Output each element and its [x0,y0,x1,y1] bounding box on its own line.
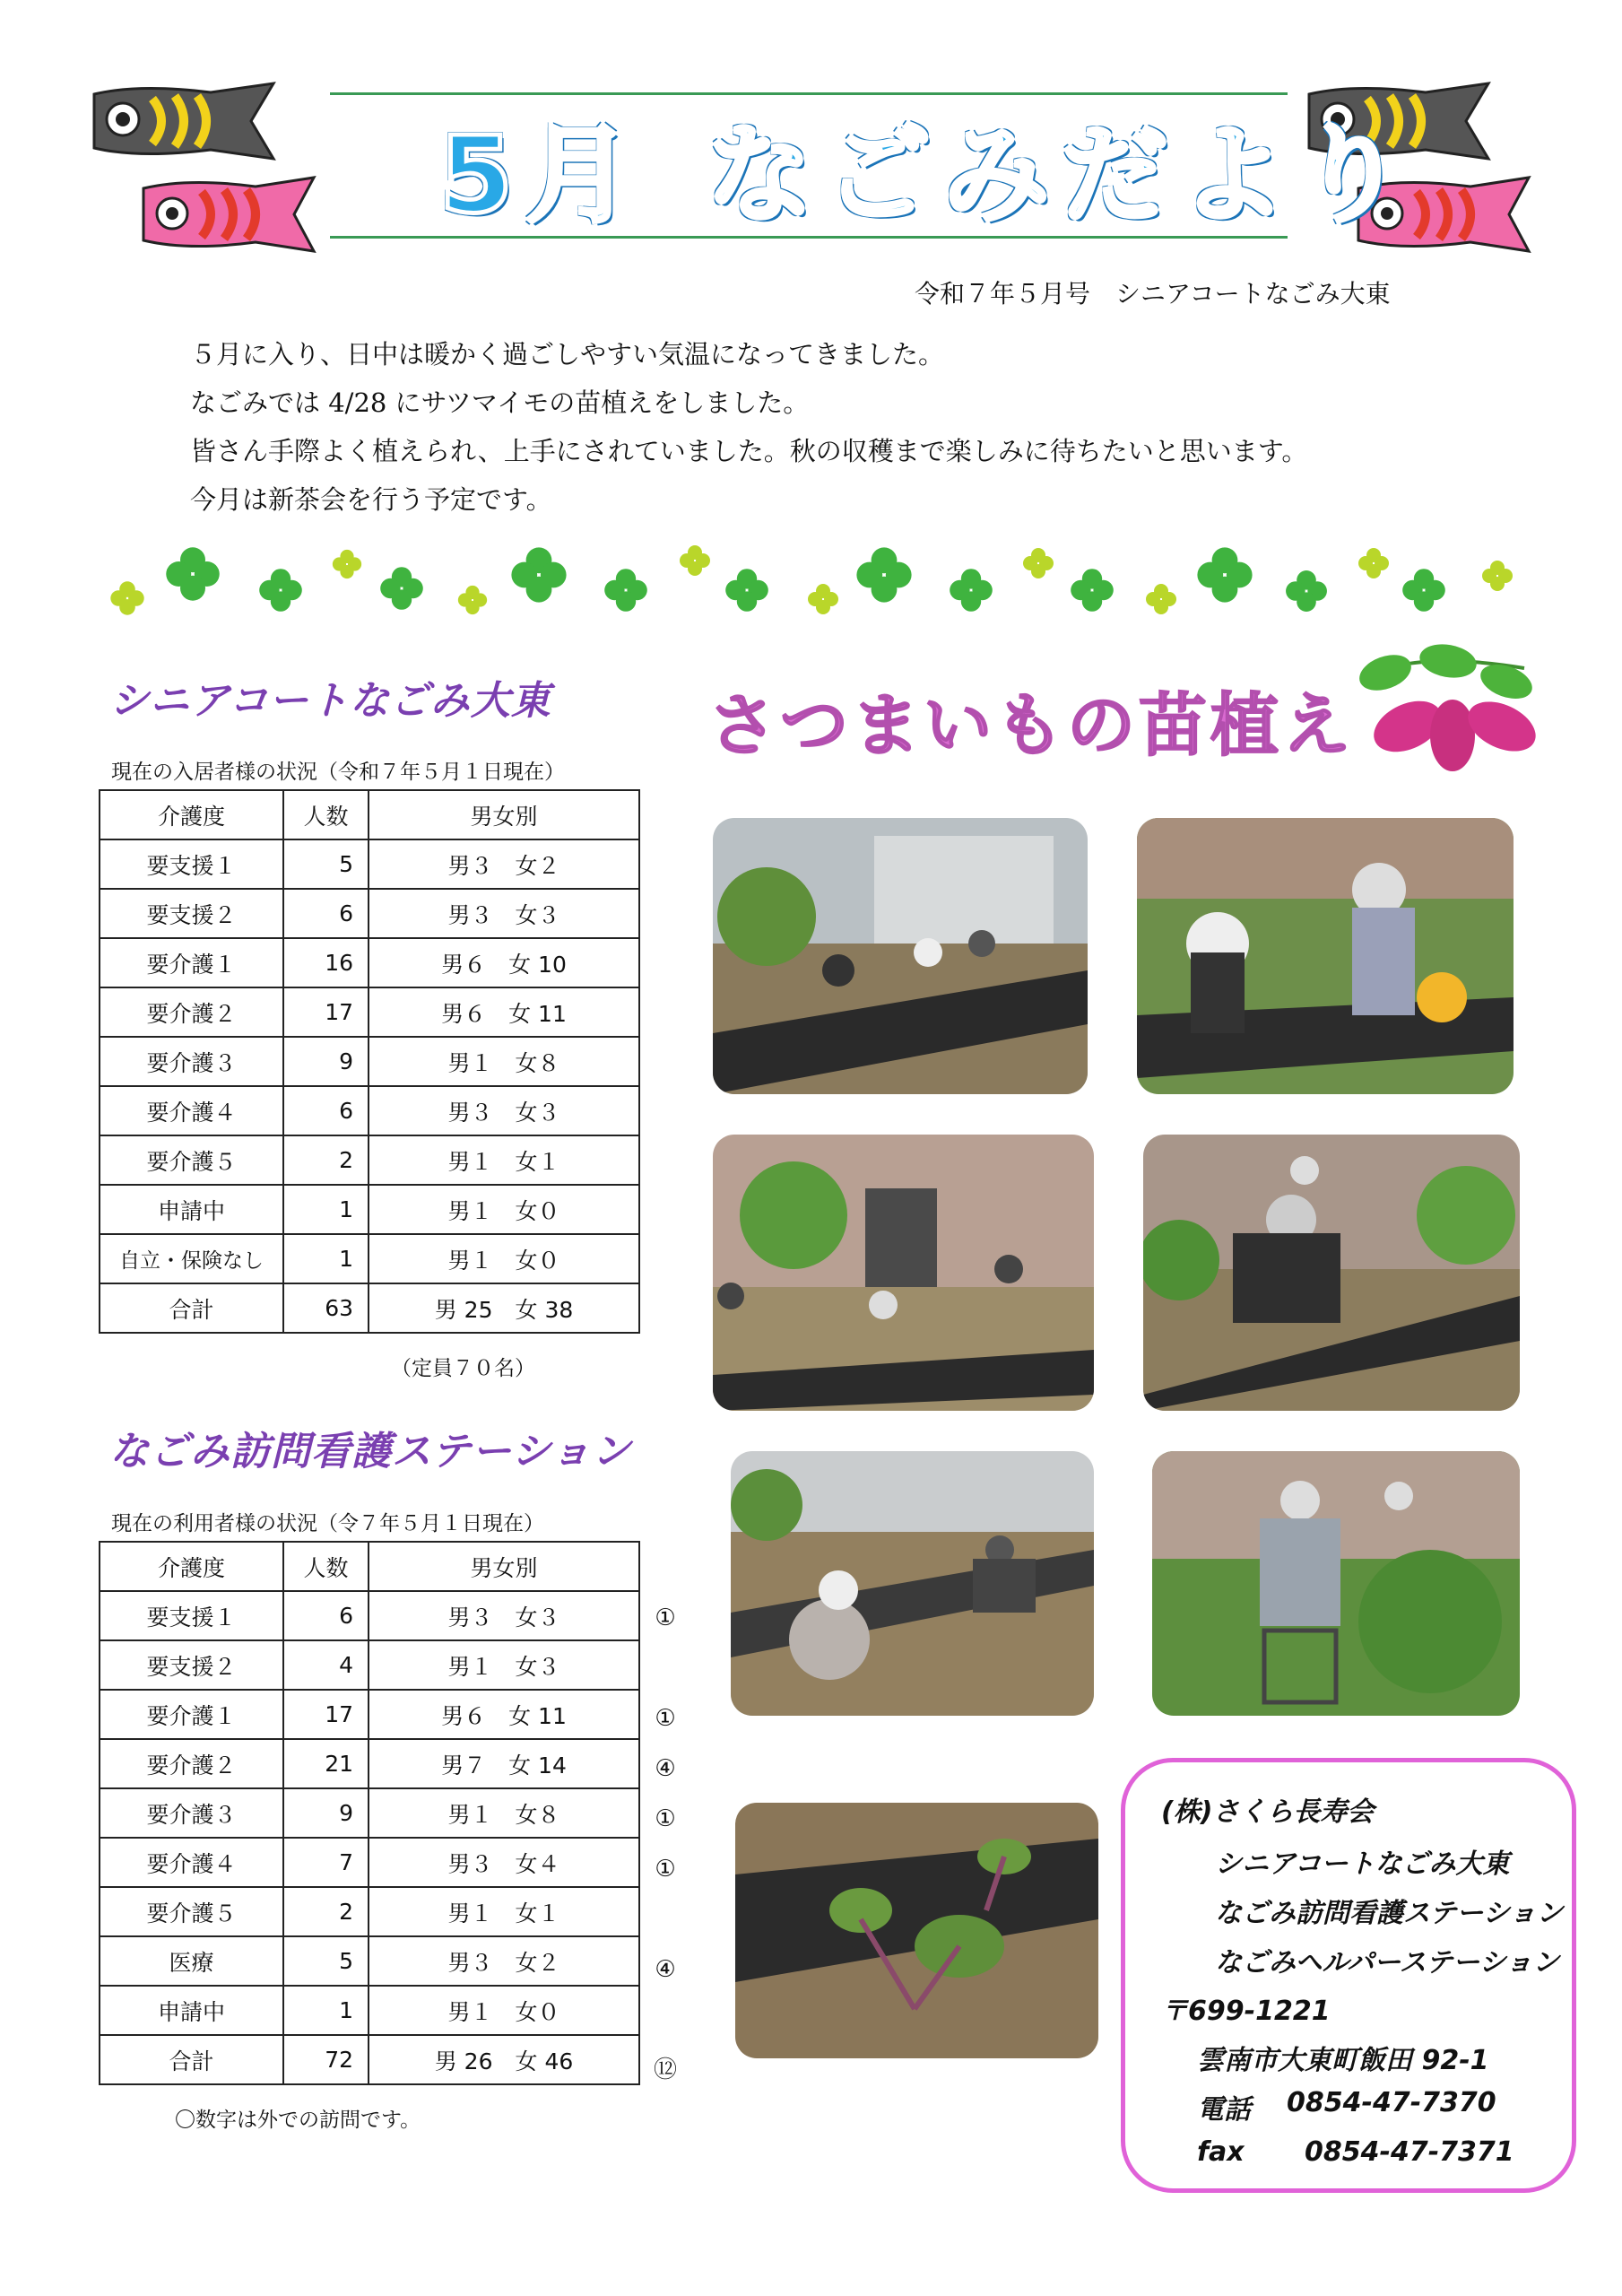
senior-court-heading: シニアコートなごみ大東 [109,678,551,724]
intro-line: 皆さん手際よく植えられ、上手にされていました。秋の収穫まで楽しみに待ちたいと思います。 [190,436,1308,466]
gender-cell: 男１ 女０ [369,1234,639,1283]
count-cell: 6 [283,1086,369,1135]
clover-icon [455,583,490,617]
seedling-photo [735,1803,1098,2058]
table-row [100,938,639,987]
header-cell: 人数 [283,790,369,839]
outside-visit-mark: ④ [655,1956,676,1983]
count-cell: 9 [283,1788,369,1838]
gender-cell: 男３ 女４ [369,1838,639,1887]
gender-cell: 男１ 女１ [369,1135,639,1185]
visit-nursing-caption: 現在の利用者様の状況（令７年５月１日現在） [111,1512,544,1535]
gender-cell: 男３ 女３ [369,889,639,938]
table-row [100,1037,639,1086]
care-level-cell: 要介護１ [100,1690,283,1739]
care-level-cell: 申請中 [100,1986,283,2035]
intro-line: 今月は新茶会を行う予定です。 [190,484,552,515]
count-cell: 21 [283,1739,369,1788]
table-row [100,1986,639,2035]
count-cell: 1 [283,1986,369,2035]
carp-streamer-icon [134,172,323,257]
outside-visit-mark [647,1894,683,1944]
table-header-row [100,1542,639,1591]
care-level-cell: 要介護２ [100,1739,283,1788]
table-total-row [100,1283,639,1333]
clover-icon [601,565,651,615]
planting-photo [713,1135,1094,1411]
senior-court-table [99,789,640,1334]
header-cell: 人数 [283,1542,369,1591]
outside-visit-mark: ⑫ [653,2057,677,2083]
outside-visit-mark [647,1643,683,1693]
count-cell: 5 [283,1936,369,1986]
clover-icon [161,543,224,605]
count-cell: 9 [283,1037,369,1086]
clover-icon [1193,543,1257,607]
planting-photo [1143,1135,1520,1411]
clover-icon [805,581,841,617]
table-row [100,1936,639,1986]
table-row [100,1887,639,1936]
contact-fax: 0854-47-7371 [1305,2136,1514,2168]
gender-cell: 男１ 女３ [369,1640,639,1690]
clover-icon [1479,558,1515,594]
care-level-cell: 要介護１ [100,938,283,987]
contact-tel: 0854-47-7370 [1287,2087,1496,2118]
table-row [100,1234,639,1283]
outside-visit-mark: ④ [655,1755,676,1782]
contact-tel-label: 電話 [1197,2094,1251,2126]
count-cell: 7 [283,1838,369,1887]
gender-cell: 男 25 女 38 [369,1283,639,1333]
care-level-cell: 自立・保険なし [100,1234,283,1283]
clover-icon [108,578,147,618]
table-row [100,1185,639,1234]
visit-nursing-table [99,1541,640,2085]
contact-box [1121,1758,1576,2193]
outside-visit-marks [647,1593,683,2095]
contact-postal: 〒699-1221 [1161,1996,1331,2027]
care-level-cell: 要介護３ [100,1037,283,1086]
care-level-cell: 合計 [100,1283,283,1333]
care-level-cell: 合計 [100,2035,283,2084]
header-cell: 介護度 [100,790,283,839]
count-cell: 5 [283,839,369,889]
feature-title: さつまいもの苗植え [708,685,1354,765]
table-row [100,1135,639,1185]
clover-icon [722,565,772,615]
count-cell: 72 [283,2035,369,2084]
issue-line: 令和７年５月号 シニアコートなごみ大東 [915,279,1391,309]
planting-photo [713,818,1088,1094]
clover-icon [946,565,996,615]
clover-icon [1399,565,1449,615]
care-level-cell: 要介護４ [100,1086,283,1135]
clover-icon [1282,567,1331,615]
gender-cell: 男３ 女２ [369,839,639,889]
gender-cell: 男１ 女８ [369,1037,639,1086]
header-cell: 男女別 [369,790,639,839]
count-cell: 1 [283,1185,369,1234]
count-cell: 16 [283,938,369,987]
gender-cell: 男６ 女 11 [369,987,639,1037]
care-level-cell: 要支援２ [100,1640,283,1690]
outside-visit-mark [647,1995,683,2045]
senior-court-caption: 現在の入居者様の状況（令和７年５月１日現在） [111,761,565,784]
gender-cell: 男１ 女８ [369,1788,639,1838]
visit-nursing-heading: なごみ訪問看護ステーション [109,1429,632,1474]
care-level-cell: 要介護４ [100,1838,283,1887]
gender-cell: 男 26 女 46 [369,2035,639,2084]
planting-photo [1137,818,1514,1094]
outside-visit-mark: ① [655,1605,676,1631]
gender-cell: 男３ 女３ [369,1086,639,1135]
table-row [100,889,639,938]
contact-address: 雲南市大東町飯田 92-1 [1197,2045,1489,2076]
clover-icon [377,563,427,613]
table-row [100,1086,639,1135]
count-cell: 17 [283,987,369,1037]
count-cell: 63 [283,1283,369,1333]
count-cell: 6 [283,889,369,938]
header-cell: 介護度 [100,1542,283,1591]
clover-icon [330,547,364,581]
count-cell: 6 [283,1591,369,1640]
table-row [100,1690,639,1739]
gender-cell: 男６ 女 10 [369,938,639,987]
intro-line: ５月に入り、日中は暖かく過ごしやすい気温になってきました。 [190,339,945,370]
care-level-cell: 要支援２ [100,889,283,938]
gender-cell: 男７ 女 14 [369,1739,639,1788]
contact-facility: シニアコートなごみ大東 [1215,1848,1510,1880]
care-level-cell: 要介護５ [100,1135,283,1185]
care-level-cell: 要介護２ [100,987,283,1037]
contact-fax-label: fax [1197,2136,1245,2168]
count-cell: 2 [283,1887,369,1936]
outside-visit-mark: ① [655,1856,676,1883]
contact-facility: なごみ訪問看護ステーション [1215,1898,1564,1929]
table-row [100,987,639,1037]
carp-streamer-icon [85,76,282,166]
planting-photo [731,1451,1094,1716]
table-row [100,839,639,889]
sweet-potato-icon [1345,641,1551,776]
table-total-row [100,2035,639,2084]
planting-photo [1152,1451,1520,1716]
outside-visit-mark: ① [655,1805,676,1832]
contact-facility: なごみヘルパーステーション [1215,1947,1559,1979]
care-level-cell: 要支援１ [100,839,283,889]
care-level-cell: 要支援１ [100,1591,283,1640]
table-row [100,1788,639,1838]
table-row [100,1838,639,1887]
count-cell: 2 [283,1135,369,1185]
contact-org: (株)さくら長寿会 [1161,1796,1375,1828]
care-level-cell: 申請中 [100,1185,283,1234]
clover-icon [1143,581,1179,617]
title-rule-top [330,92,1288,95]
table-header-row [100,790,639,839]
count-cell: 1 [283,1234,369,1283]
outside-visit-mark: ① [655,1705,676,1732]
gender-cell: 男６ 女 11 [369,1690,639,1739]
care-level-cell: 医療 [100,1936,283,1986]
gender-cell: 男３ 女３ [369,1591,639,1640]
count-cell: 4 [283,1640,369,1690]
gender-cell: 男１ 女０ [369,1185,639,1234]
header-cell: 男女別 [369,1542,639,1591]
clover-icon [1356,545,1392,581]
care-level-cell: 要介護５ [100,1887,283,1936]
clover-icon [256,565,306,615]
clover-icon [1067,565,1117,615]
intro-line: なごみでは 4/28 にサツマイモの苗植えをしました。 [190,387,810,418]
table-row [100,1739,639,1788]
clover-icon [677,543,713,578]
newsletter-title: 5月 なごみだより [439,113,1418,237]
clover-icon [852,543,916,607]
clover-icon [1020,545,1056,581]
count-cell: 17 [283,1690,369,1739]
care-level-cell: 要介護３ [100,1788,283,1838]
visit-note: 〇数字は外での訪問です。 [175,2109,421,2132]
clover-icon [507,543,571,607]
intro-text [190,330,1307,524]
gender-cell: 男３ 女２ [369,1936,639,1986]
clover-divider [108,538,1524,637]
gender-cell: 男１ 女１ [369,1887,639,1936]
capacity-note: （定員７０名） [391,1357,535,1380]
table-row [100,1591,639,1640]
gender-cell: 男１ 女０ [369,1986,639,2035]
table-row [100,1640,639,1690]
